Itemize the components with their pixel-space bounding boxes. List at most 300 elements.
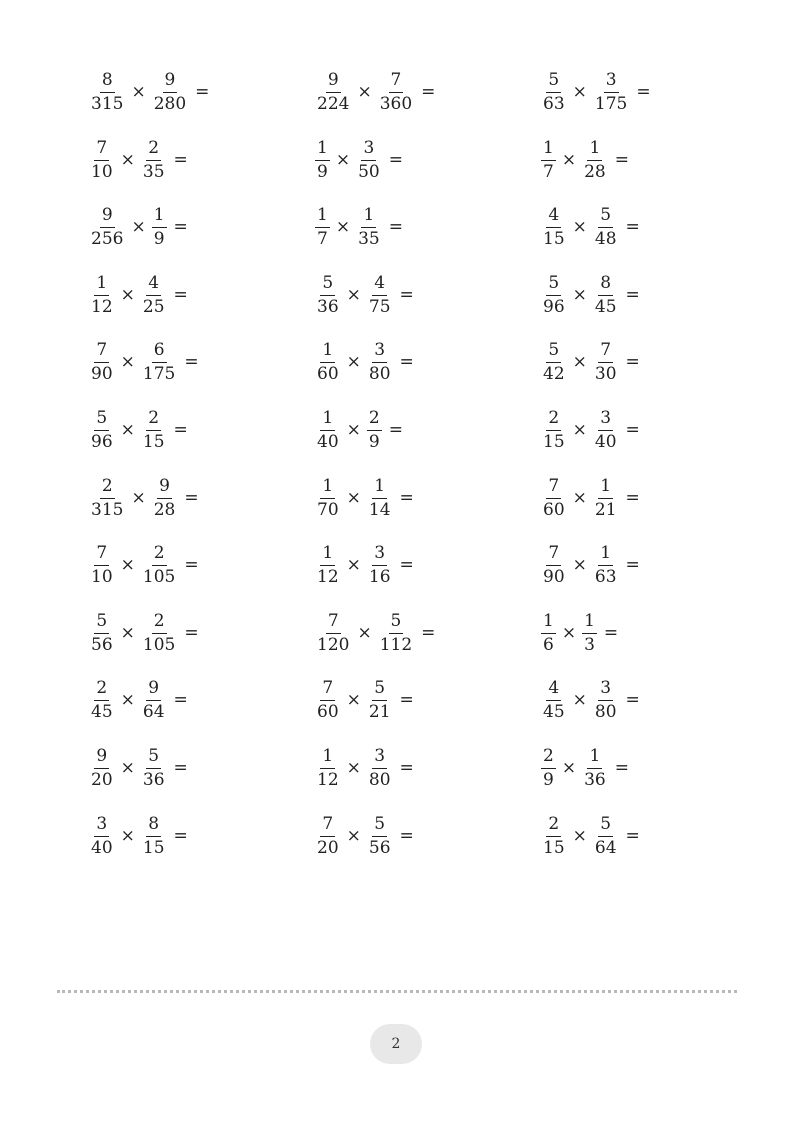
problem-grid: [88, 72, 728, 882]
numerator: 7: [389, 72, 404, 93]
equals-sign: =: [173, 217, 188, 238]
times-operator: ×: [572, 284, 587, 305]
fraction-right: [141, 748, 167, 789]
problem-item: [88, 272, 188, 317]
equals-sign: =: [399, 825, 414, 846]
numerator: 7: [320, 680, 335, 701]
fraction-left: [89, 610, 115, 655]
equals-sign: =: [625, 420, 640, 440]
denominator: 14: [368, 499, 391, 520]
times-operator: ×: [346, 352, 361, 373]
fraction-left: [89, 137, 115, 182]
times-operator: ×: [572, 420, 587, 440]
denominator: 21: [594, 499, 617, 520]
equals-sign: =: [184, 352, 199, 373]
equals-sign: =: [614, 758, 629, 778]
denominator: 75: [368, 296, 391, 317]
problem-item: [540, 475, 640, 520]
fraction-right: [141, 813, 167, 858]
fraction-right: [593, 545, 619, 586]
denominator: 7: [317, 229, 328, 250]
numerator: 2: [367, 410, 382, 431]
fraction-right: [582, 748, 608, 789]
denominator: 15: [543, 432, 565, 452]
denominator: 28: [584, 161, 606, 182]
equals-sign: =: [625, 217, 640, 238]
fraction-left: [541, 272, 567, 317]
fraction-left: [541, 813, 567, 858]
fraction-left: [89, 207, 125, 248]
times-operator: ×: [572, 217, 587, 238]
equals-sign: =: [399, 284, 414, 305]
numerator: 4: [546, 680, 561, 701]
fraction-right: [141, 545, 177, 586]
problem-item: [88, 410, 188, 451]
equals-sign: =: [173, 149, 188, 170]
numerator: 8: [100, 72, 115, 93]
fraction-right: [152, 72, 188, 113]
denominator: 36: [317, 296, 339, 317]
fraction-left: [541, 410, 567, 451]
fraction-right: [367, 475, 393, 520]
equals-sign: =: [399, 352, 414, 373]
fraction-left: [89, 748, 115, 789]
problem-item: [314, 410, 403, 451]
times-operator: ×: [335, 217, 351, 238]
problem-item: [314, 72, 435, 113]
fraction-right: [356, 207, 382, 248]
denominator: 315: [91, 499, 124, 520]
numerator: 2: [152, 613, 167, 634]
denominator: 25: [142, 296, 165, 317]
fraction-left: [89, 72, 125, 113]
numerator: 1: [361, 207, 376, 228]
numerator: 7: [326, 613, 341, 634]
numerator: 9: [326, 72, 341, 93]
numerator: 1: [320, 748, 335, 769]
times-operator: ×: [561, 622, 577, 643]
problem-item: [540, 342, 640, 383]
problem-item: [314, 748, 414, 789]
fraction-right: [378, 72, 414, 113]
denominator: 56: [368, 837, 391, 858]
denominator: 21: [368, 702, 391, 723]
denominator: 175: [594, 94, 628, 114]
numerator: 1: [315, 140, 330, 161]
problem-item: [540, 680, 640, 721]
page-number-badge: [370, 1024, 422, 1064]
problem-item: [540, 813, 640, 858]
problem-item: [88, 137, 188, 182]
denominator: 40: [91, 837, 113, 858]
denominator: 280: [153, 94, 187, 114]
fraction-left: [315, 342, 341, 383]
equals-sign: =: [173, 420, 188, 440]
fraction-right: [593, 475, 619, 520]
fraction-left: [541, 137, 556, 182]
denominator: 15: [142, 432, 165, 452]
times-operator: ×: [346, 690, 361, 711]
denominator: 15: [142, 837, 165, 858]
denominator: 175: [142, 364, 176, 385]
denominator: 45: [594, 296, 617, 317]
times-operator: ×: [120, 352, 135, 373]
equals-sign: =: [421, 82, 436, 102]
numerator: 8: [146, 816, 161, 837]
problem-item: [88, 342, 199, 383]
numerator: 5: [372, 816, 387, 837]
denominator: 42: [543, 364, 565, 385]
times-operator: ×: [131, 217, 146, 238]
fraction-right: [593, 410, 619, 451]
equals-sign: =: [184, 487, 199, 508]
numerator: 7: [546, 478, 561, 499]
problem-item: [540, 207, 640, 248]
problem-item: [88, 748, 188, 789]
denominator: 16: [368, 567, 391, 588]
numerator: 5: [598, 207, 613, 228]
denominator: 35: [358, 229, 380, 250]
fraction-left: [541, 342, 567, 383]
times-operator: ×: [572, 555, 587, 576]
numerator: 3: [604, 72, 619, 93]
fraction-left: [89, 475, 125, 520]
times-operator: ×: [572, 690, 587, 711]
times-operator: ×: [357, 82, 372, 102]
fraction-right: [141, 610, 177, 655]
fraction-left: [315, 207, 330, 248]
problem-item: [540, 545, 640, 586]
equals-sign: =: [388, 217, 403, 238]
numerator: 1: [320, 410, 335, 431]
denominator: 60: [317, 702, 339, 723]
problem-item: [314, 137, 403, 182]
denominator: 20: [91, 770, 113, 790]
problem-item: [88, 545, 199, 586]
problem-item: [314, 610, 436, 655]
fraction-left: [315, 545, 341, 586]
equals-sign: =: [625, 825, 640, 846]
denominator: 28: [153, 499, 176, 520]
denominator: 80: [368, 364, 391, 385]
fraction-right: [593, 813, 619, 858]
numerator: 9: [157, 478, 172, 499]
fraction-left: [315, 272, 341, 317]
fraction-left: [315, 748, 341, 789]
fraction-right: [367, 545, 393, 586]
numerator: 2: [146, 140, 161, 161]
numerator: 1: [587, 140, 602, 161]
numerator: 1: [598, 545, 613, 566]
numerator: 3: [372, 748, 387, 769]
dotted-divider: [57, 990, 737, 993]
denominator: 256: [91, 229, 124, 250]
page-number: 2: [391, 1036, 401, 1052]
problem-item: [540, 72, 651, 113]
denominator: 63: [543, 94, 565, 114]
times-operator: ×: [561, 758, 577, 778]
denominator: 105: [142, 567, 176, 588]
denominator: 10: [91, 567, 113, 588]
numerator: 3: [598, 410, 613, 431]
equals-sign: =: [636, 82, 651, 102]
times-operator: ×: [120, 825, 135, 846]
numerator: 8: [598, 275, 613, 296]
denominator: 12: [91, 296, 113, 317]
numerator: 5: [320, 275, 335, 296]
denominator: 315: [91, 94, 124, 114]
times-operator: ×: [120, 420, 135, 440]
denominator: 63: [594, 567, 617, 588]
problem-item: [314, 813, 414, 858]
fraction-right: [367, 272, 393, 317]
numerator: 5: [94, 613, 109, 634]
numerator: 4: [146, 275, 161, 296]
denominator: 60: [317, 364, 339, 385]
times-operator: ×: [120, 555, 135, 576]
denominator: 120: [317, 634, 350, 655]
fraction-left: [315, 680, 341, 721]
numerator: 7: [598, 342, 613, 363]
denominator: 60: [543, 499, 565, 520]
fraction-right: [141, 272, 167, 317]
problem-item: [88, 610, 199, 655]
denominator: 9: [153, 229, 165, 250]
fraction-left: [315, 410, 341, 451]
equals-sign: =: [625, 690, 640, 711]
fraction-right: [593, 207, 619, 248]
numerator: 1: [582, 613, 597, 634]
fraction-right: [378, 610, 414, 655]
equals-sign: =: [173, 284, 188, 305]
equals-sign: =: [421, 622, 436, 643]
numerator: 3: [598, 680, 613, 701]
numerator: 7: [546, 545, 561, 566]
fraction-right: [356, 137, 382, 182]
times-operator: ×: [120, 622, 135, 643]
denominator: 40: [317, 432, 339, 452]
problem-item: [314, 475, 414, 520]
numerator: 2: [152, 545, 167, 566]
equals-sign: =: [399, 487, 414, 508]
denominator: 9: [368, 432, 380, 452]
fraction-left: [89, 680, 115, 721]
numerator: 2: [541, 748, 556, 769]
fraction-left: [315, 72, 351, 113]
numerator: 5: [598, 816, 613, 837]
numerator: 7: [94, 140, 109, 161]
denominator: 50: [358, 161, 380, 182]
fraction-left: [315, 610, 351, 655]
equals-sign: =: [195, 82, 210, 102]
denominator: 12: [317, 567, 339, 588]
fraction-right: [367, 410, 382, 451]
equals-sign: =: [173, 758, 188, 778]
numerator: 3: [372, 342, 387, 363]
times-operator: ×: [346, 825, 361, 846]
fraction-right: [593, 72, 629, 113]
fraction-right: [582, 610, 597, 655]
fraction-right: [593, 680, 619, 721]
problem-item: [88, 813, 188, 858]
fraction-right: [141, 410, 167, 451]
numerator: 5: [546, 275, 561, 296]
fraction-right: [593, 272, 619, 317]
fraction-left: [315, 475, 341, 520]
problem-item: [540, 272, 640, 317]
fraction-right: [582, 137, 608, 182]
numerator: 2: [546, 410, 561, 431]
numerator: 7: [320, 816, 335, 837]
problem-item: [540, 748, 629, 789]
denominator: 36: [584, 770, 606, 790]
denominator: 20: [317, 837, 339, 858]
fraction-left: [89, 813, 115, 858]
fraction-right: [367, 748, 393, 789]
fraction-left: [541, 610, 556, 655]
equals-sign: =: [625, 352, 640, 373]
numerator: 1: [587, 748, 602, 769]
fraction-left: [541, 545, 567, 586]
fraction-right: [367, 342, 393, 383]
numerator: 5: [546, 342, 561, 363]
numerator: 2: [546, 816, 561, 837]
fraction-right: [367, 813, 393, 858]
times-operator: ×: [346, 487, 361, 508]
numerator: 1: [541, 140, 556, 161]
denominator: 30: [594, 364, 617, 385]
times-operator: ×: [346, 555, 361, 576]
fraction-left: [541, 748, 556, 789]
numerator: 1: [598, 478, 613, 499]
numerator: 5: [546, 72, 561, 93]
problem-item: [314, 342, 414, 383]
numerator: 1: [94, 275, 109, 296]
denominator: 64: [142, 702, 165, 723]
denominator: 80: [368, 770, 391, 790]
numerator: 9: [94, 748, 109, 769]
numerator: 5: [389, 613, 404, 634]
fraction-right: [367, 680, 393, 721]
fraction-left: [541, 207, 567, 248]
times-operator: ×: [120, 758, 135, 778]
times-operator: ×: [120, 149, 135, 170]
numerator: 3: [361, 140, 376, 161]
numerator: 2: [146, 410, 161, 431]
equals-sign: =: [173, 690, 188, 711]
equals-sign: =: [614, 149, 629, 170]
denominator: 56: [91, 634, 113, 655]
fraction-right: [152, 475, 178, 520]
problem-item: [88, 72, 209, 113]
denominator: 40: [594, 432, 617, 452]
denominator: 6: [543, 634, 554, 655]
times-operator: ×: [357, 622, 372, 643]
times-operator: ×: [572, 825, 587, 846]
problem-item: [314, 545, 414, 586]
denominator: 48: [594, 229, 617, 250]
denominator: 7: [543, 161, 554, 182]
equals-sign: =: [388, 149, 403, 170]
problem-item: [540, 410, 640, 451]
denominator: 12: [317, 770, 339, 790]
equals-sign: =: [625, 487, 640, 508]
fraction-right: [141, 342, 177, 383]
numerator: 2: [100, 478, 115, 499]
denominator: 90: [91, 364, 113, 385]
times-operator: ×: [346, 420, 361, 440]
numerator: 5: [94, 410, 109, 431]
equals-sign: =: [625, 284, 640, 305]
denominator: 105: [142, 634, 176, 655]
denominator: 15: [543, 229, 565, 250]
fraction-right: [141, 680, 167, 721]
numerator: 1: [372, 478, 387, 499]
problem-item: [88, 207, 188, 248]
numerator: 7: [94, 545, 109, 566]
equals-sign: =: [399, 690, 414, 711]
numerator: 9: [163, 72, 178, 93]
fraction-left: [315, 137, 330, 182]
fraction-right: [141, 137, 167, 182]
times-operator: ×: [346, 284, 361, 305]
numerator: 1: [152, 207, 167, 228]
times-operator: ×: [572, 352, 587, 373]
equals-sign: =: [399, 758, 414, 778]
numerator: 1: [320, 478, 335, 499]
times-operator: ×: [120, 690, 135, 711]
fraction-left: [89, 342, 115, 383]
problem-item: [314, 207, 403, 248]
numerator: 3: [372, 545, 387, 566]
times-operator: ×: [335, 149, 351, 170]
problem-item: [314, 272, 414, 317]
denominator: 10: [91, 161, 113, 182]
denominator: 90: [543, 567, 565, 588]
numerator: 3: [94, 816, 109, 837]
numerator: 6: [152, 342, 167, 363]
times-operator: ×: [561, 149, 577, 170]
numerator: 4: [372, 275, 387, 296]
problem-item: [540, 137, 629, 182]
equals-sign: =: [173, 825, 188, 846]
numerator: 2: [94, 680, 109, 701]
fraction-left: [89, 410, 115, 451]
denominator: 9: [317, 161, 328, 182]
fraction-left: [541, 72, 567, 113]
denominator: 112: [379, 634, 413, 655]
denominator: 36: [142, 770, 165, 790]
numerator: 1: [320, 545, 335, 566]
numerator: 1: [315, 207, 330, 228]
fraction-left: [541, 680, 567, 721]
denominator: 9: [543, 770, 554, 790]
numerator: 5: [146, 748, 161, 769]
denominator: 96: [91, 432, 113, 452]
denominator: 35: [142, 161, 165, 182]
denominator: 15: [543, 837, 565, 858]
numerator: 5: [372, 680, 387, 701]
times-operator: ×: [131, 487, 146, 508]
times-operator: ×: [120, 284, 135, 305]
problem-item: [540, 610, 619, 655]
numerator: 9: [146, 680, 161, 701]
equals-sign: =: [399, 555, 414, 576]
fraction-right: [593, 342, 619, 383]
equals-sign: =: [603, 622, 619, 643]
times-operator: ×: [131, 82, 146, 102]
problem-item: [88, 475, 199, 520]
